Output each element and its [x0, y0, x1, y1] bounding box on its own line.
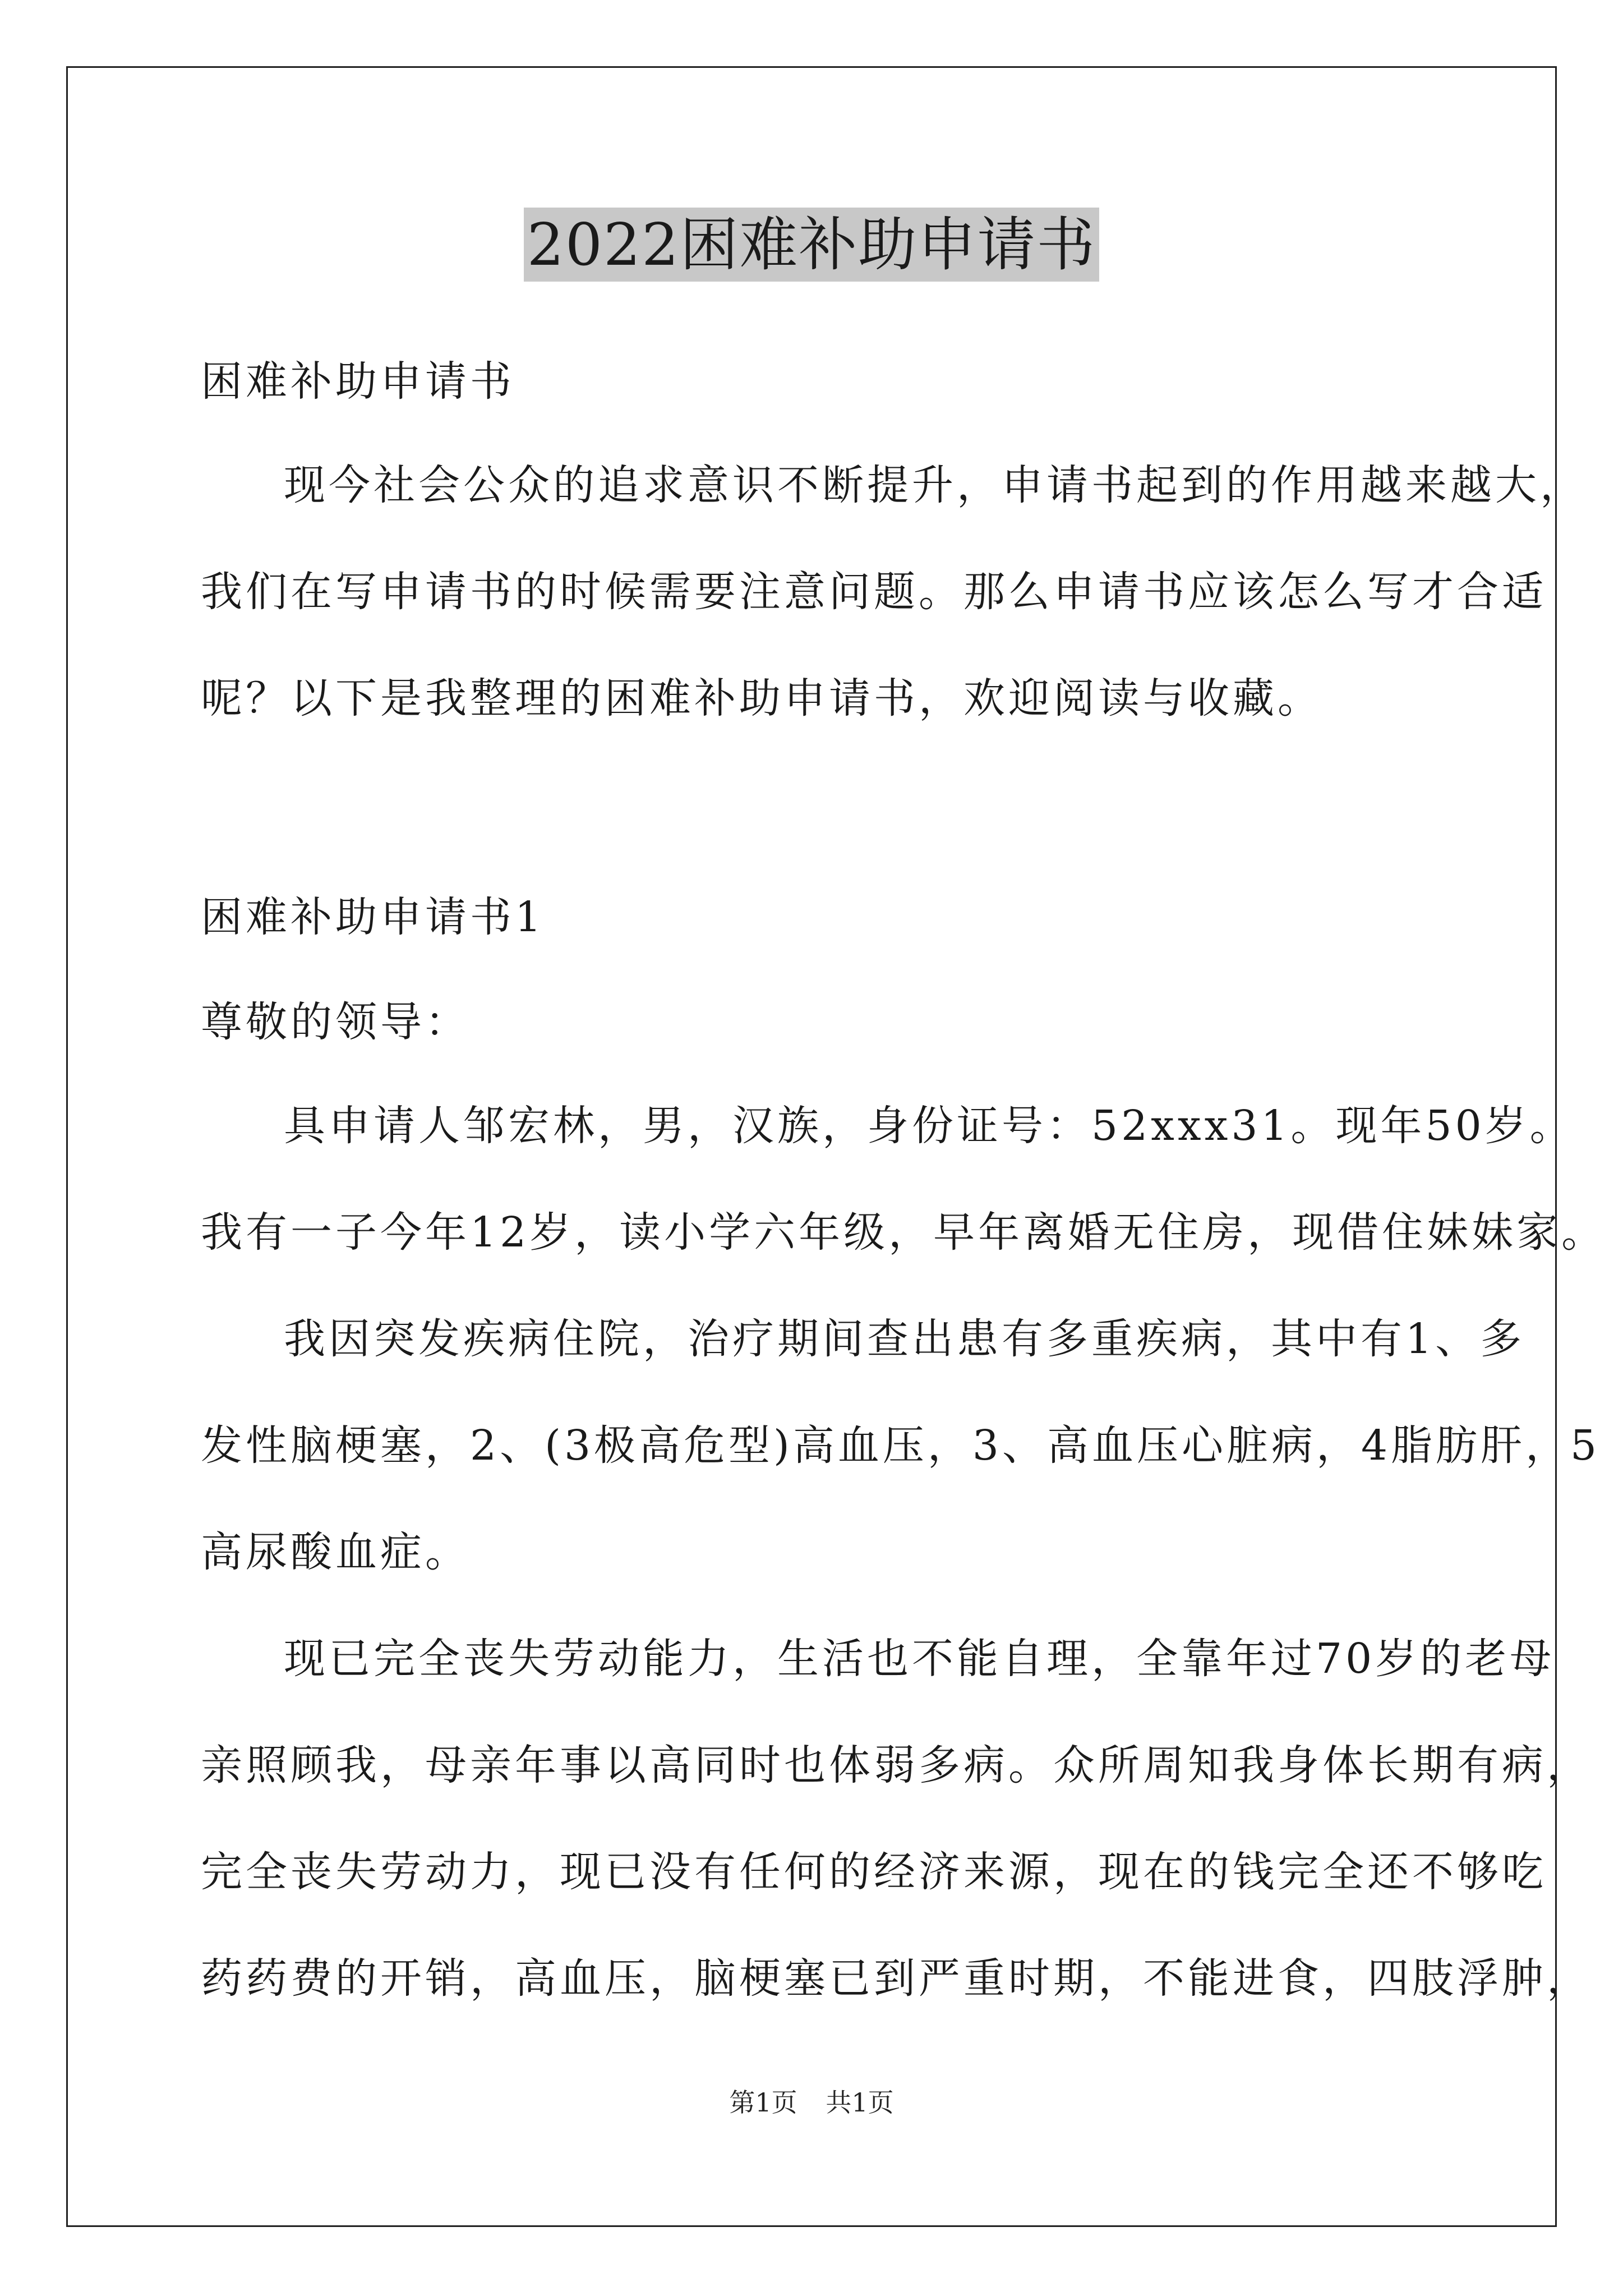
- intro-paragraph: [201, 432, 1585, 752]
- paragraph-line: 具申请人邹宏林，男，汉族，身份证号：52xxx31。现年50岁。: [284, 1102, 1575, 1150]
- page-number: 第1页: [729, 2087, 797, 2118]
- section-heading: 困难补助申请书1: [201, 893, 545, 941]
- intro-line: 现今社会公众的追求意识不断提升，申请书起到的作用越来越大，: [284, 461, 1585, 509]
- title-container: [0, 208, 1623, 282]
- paragraph-line: 药药费的开销，高血压，脑梗塞已到严重时期，不能进食，四肢浮肿，: [201, 1954, 1592, 2003]
- paragraph-line: 我有一子今年12岁，读小学六年级，早年离婚无住房，现借住妹妹家。: [201, 1208, 1607, 1257]
- paragraph-line: 高尿酸血症。: [201, 1528, 470, 1576]
- paragraph-line: 我因突发疾病住院，治疗期间查出患有多重疾病，其中有1、多: [284, 1315, 1525, 1363]
- subtitle: 困难补助申请书: [201, 357, 515, 406]
- intro-line: 我们在写申请书的时候需要注意问题。那么申请书应该怎么写才合适: [201, 568, 1547, 616]
- paragraph-line: 现已完全丧失劳动能力，生活也不能自理，全靠年过70岁的老母: [284, 1635, 1555, 1683]
- paragraph-line: 完全丧失劳动力，现已没有任何的经济来源，现在的钱完全还不够吃: [201, 1848, 1547, 1896]
- paragraph-illness: [201, 1286, 1601, 1605]
- document-title: 2022困难补助申请书: [524, 208, 1100, 282]
- page-total: 共1页: [826, 2087, 894, 2118]
- paragraph-line: 亲照顾我，母亲年事以高同时也体弱多病。众所周知我身体长期有病，: [201, 1741, 1592, 1789]
- intro-line: 呢？以下是我整理的困难补助申请书，欢迎阅读与收藏。: [201, 674, 1322, 723]
- paragraph-line: 发性脑梗塞，2、(3极高危型)高血压，3、高血压心脏病，4脂肪肝，5: [201, 1421, 1601, 1470]
- salutation: 尊敬的领导：: [201, 998, 470, 1046]
- paragraph-applicant-info: [201, 1073, 1607, 1286]
- paragraph-situation: [201, 1605, 1592, 2032]
- page-footer: [0, 2082, 1623, 2119]
